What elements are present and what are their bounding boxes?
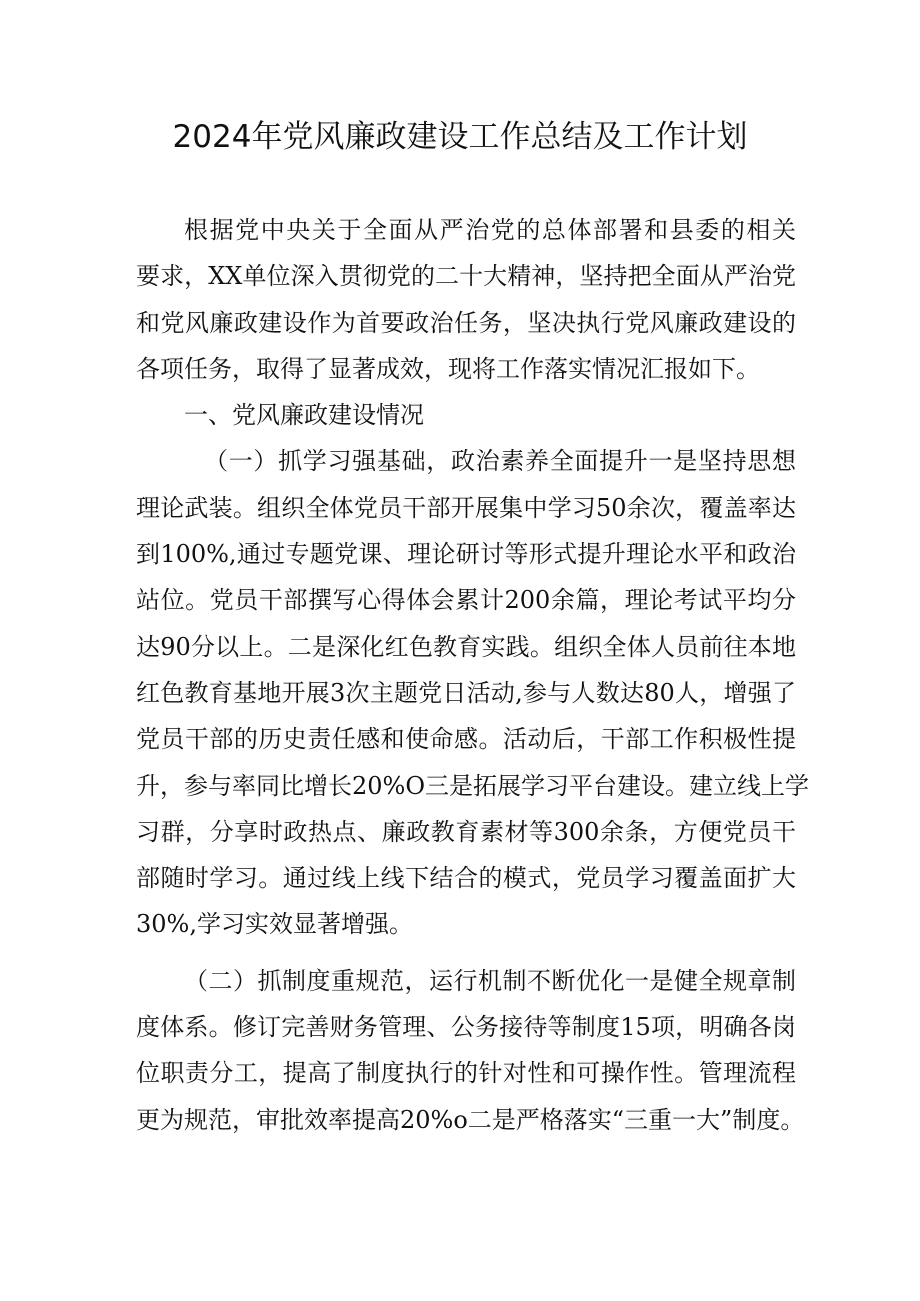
paragraph-line: 到100%,通过专题党课、理论研讨等形式提升理论水平和政治 [136, 540, 796, 569]
paragraph-line: 位职责分工，提高了制度执行的针对性和可操作性。管理流程 [136, 1059, 796, 1088]
document-body [136, 207, 810, 1143]
paragraph-line: 党员干部的历史责任感和使命感。活动后，干部工作积极性提 [136, 725, 796, 754]
paragraph-line: 达90分以上。二是深化红色教育实践。组织全体人员前往本地 [136, 632, 796, 661]
paragraph-line: 更为规范，审批效率提高20%o二是严格落实“三重一大”制度。 [136, 1105, 805, 1134]
paragraph-line: 30%,学习实效显著增强。 [136, 910, 413, 939]
paragraph-line: 部随时学习。通过线上线下结合的模式，党员学习覆盖面扩大 [136, 864, 796, 893]
paragraph-line: 习群，分享时政热点、廉政教育素材等300余条，方便党员干 [136, 817, 796, 846]
intro-line: 根据党中央关于全面从严治党的总体部署和县委的相关 [184, 216, 796, 244]
document-title: 2024年党风廉政建设工作总结及工作计划 [172, 119, 748, 155]
paragraph-line: 升，参与率同比增长20%O三是拓展学习平台建设。建立线上学 [136, 771, 810, 800]
paragraph-line: 理论武装。组织全体党员干部开展集中学习50余次，覆盖率达 [136, 493, 796, 522]
section-heading: 一、党风廉政建设情况 [184, 401, 424, 430]
paragraph-line: 站位。党员干部撰写心得体会累计200余篇，理论考试平均分 [136, 586, 796, 615]
intro-line: 和党风廉政建设作为首要政治任务，坚决执行党风廉政建设的 [136, 308, 796, 337]
paragraph-gap [136, 948, 796, 958]
paragraph-line: 度体系。修订完善财务管理、公务接待等制度15项，明确各岗 [136, 1013, 796, 1042]
paragraph-line: （二）抓制度重规范，运行机制不断优化一是健全规章制 [184, 966, 796, 995]
paragraph-line: （一）抓学习强基础，政治素养全面提升一是坚持思想 [204, 447, 796, 476]
paragraph-line: 红色教育基地开展3次主题党日活动,参与人数达80人，增强了 [136, 678, 796, 707]
intro-line: 要求，XX单位深入贯彻党的二十大精神，坚持把全面从严治党 [136, 262, 796, 291]
intro-line: 各项任务，取得了显著成效，现将工作落实情况汇报如下。 [136, 354, 760, 383]
